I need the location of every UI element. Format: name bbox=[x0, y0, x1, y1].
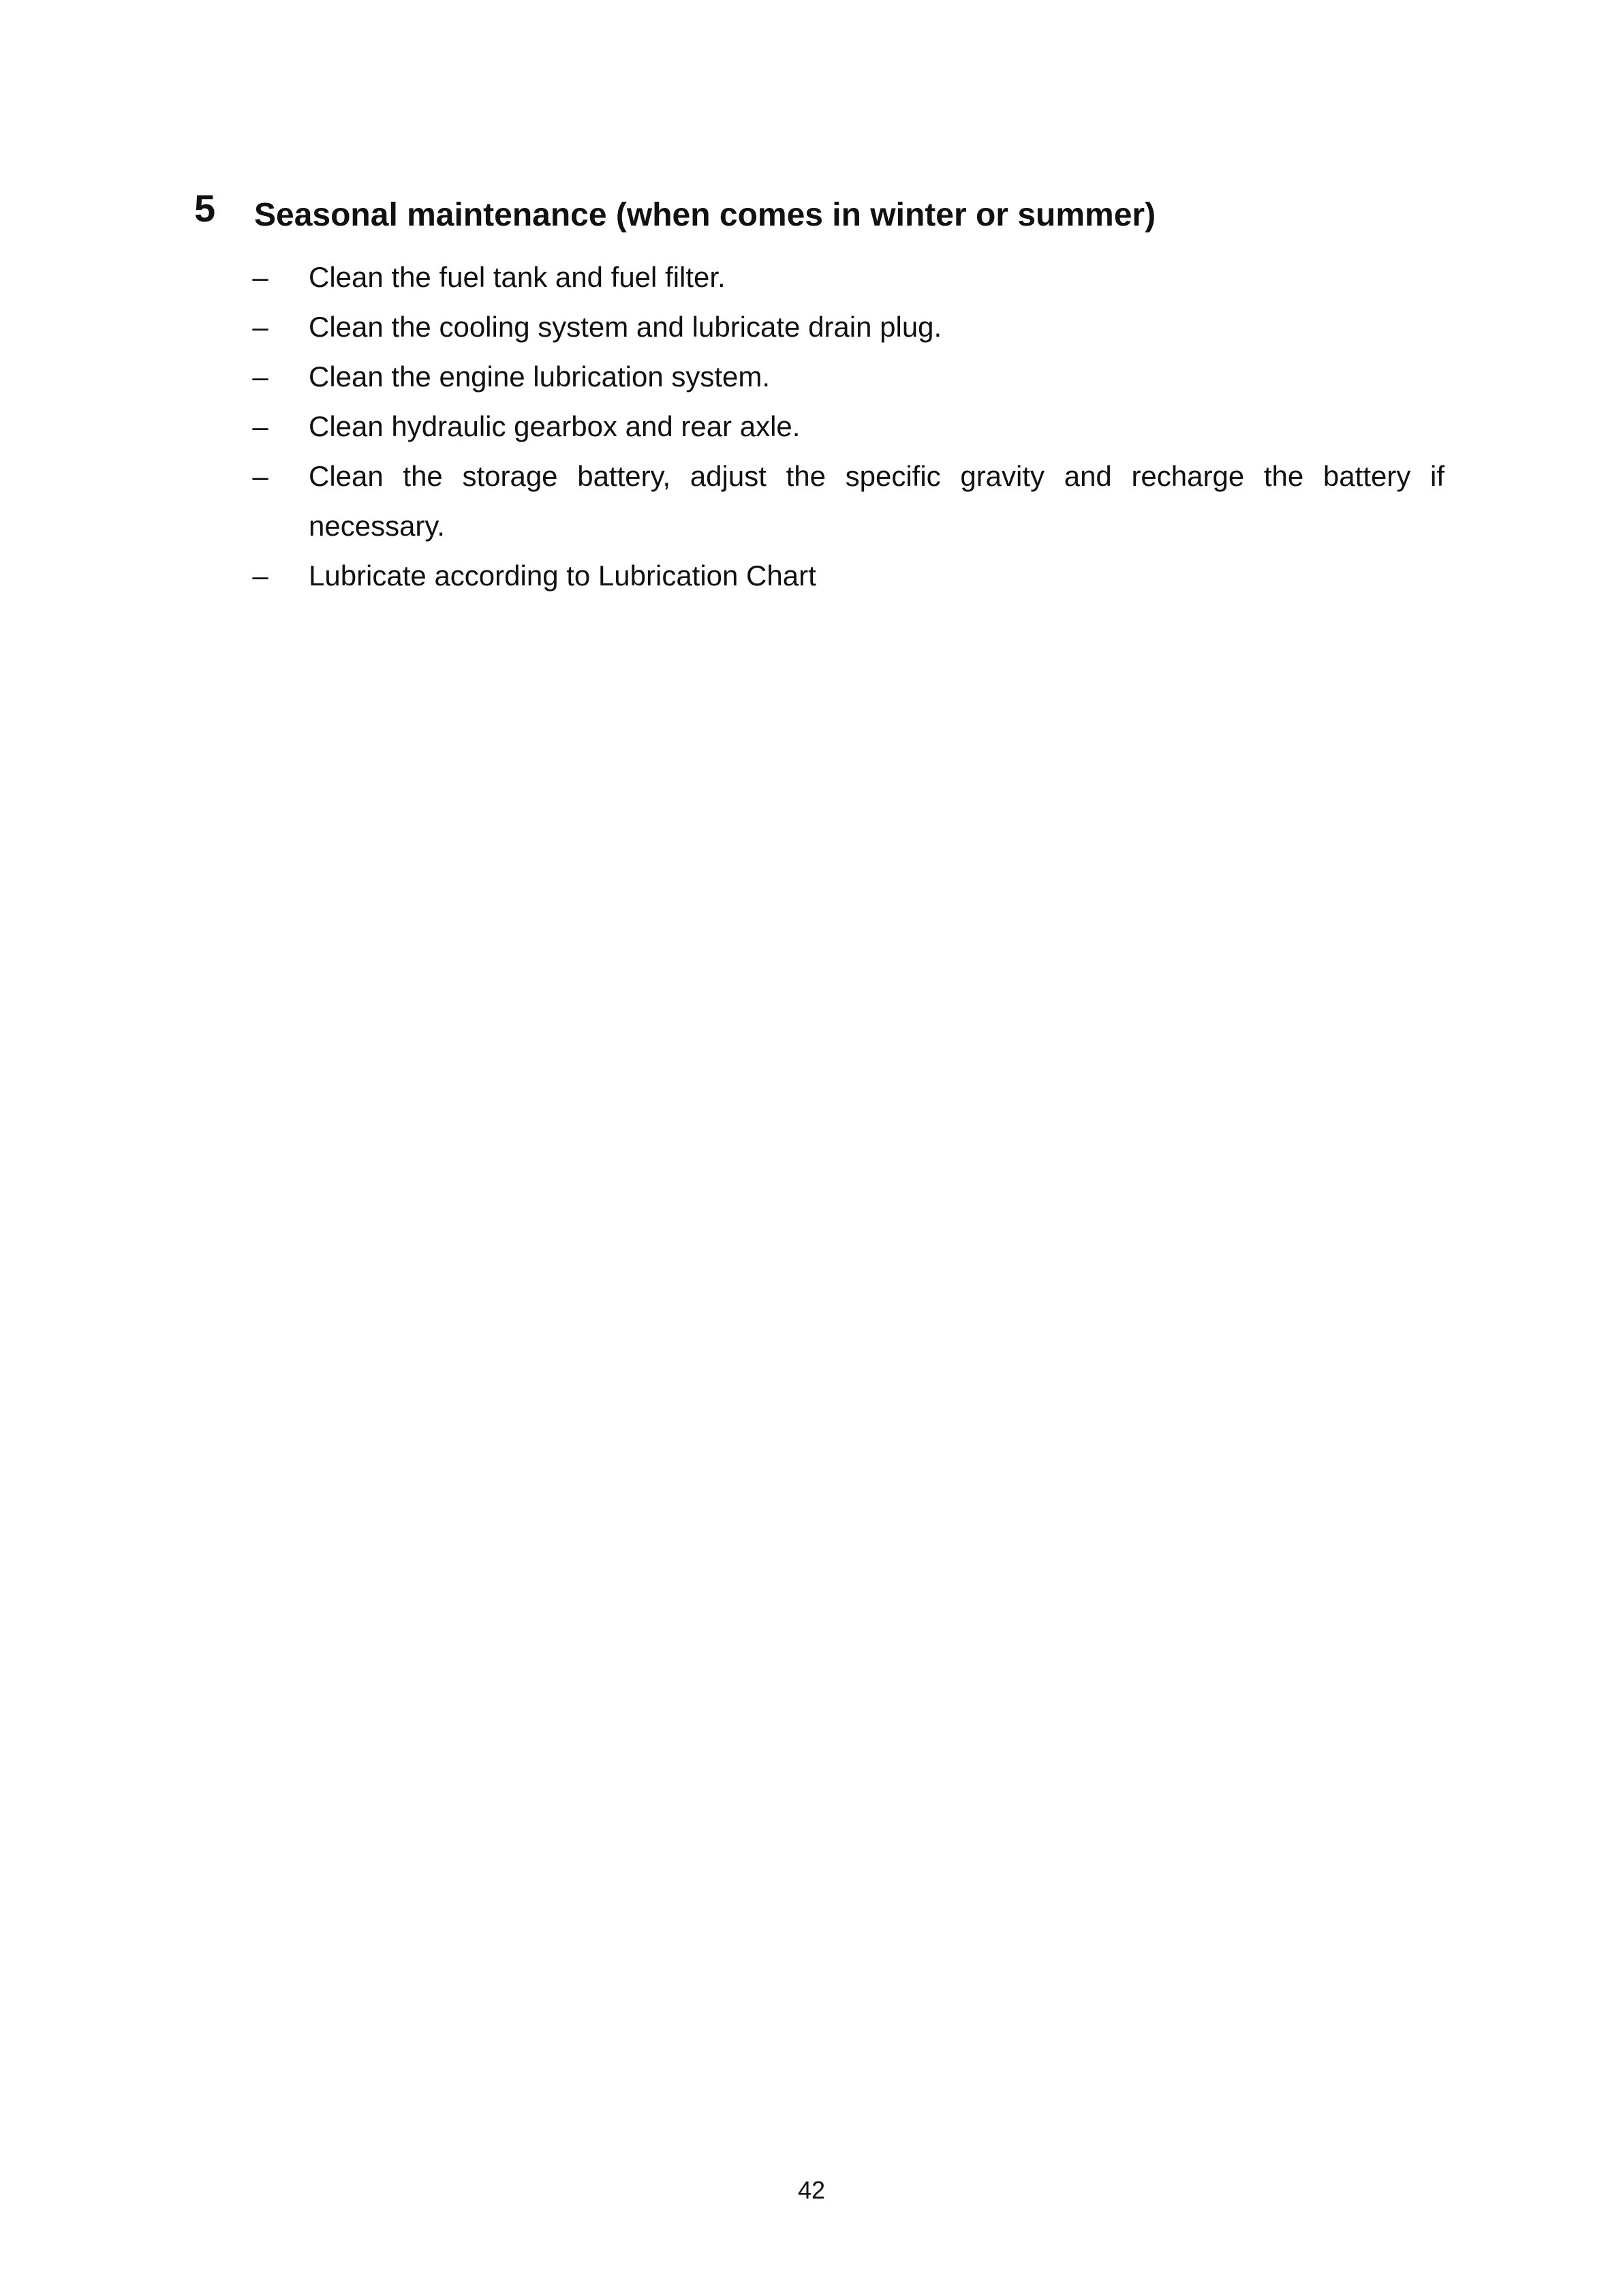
list-item bbox=[194, 401, 1444, 451]
section-heading bbox=[194, 184, 1444, 252]
dash-bullet: – bbox=[252, 261, 268, 293]
page-number: 42 bbox=[797, 2176, 826, 2204]
list-item bbox=[194, 551, 1444, 600]
list-item-text: Clean the cooling system and lubricate drain plug. bbox=[309, 311, 942, 343]
list-item-text: Clean the fuel tank and fuel filter. bbox=[309, 261, 726, 293]
maintenance-list bbox=[194, 252, 1444, 600]
dash-bullet: – bbox=[252, 410, 268, 442]
maintenance-section bbox=[194, 184, 1444, 592]
section-title: Seasonal maintenance (when comes in winter or summer) bbox=[254, 197, 1156, 233]
dash-bullet: – bbox=[252, 311, 268, 343]
list-item-text: Clean hydraulic gearbox and rear axle. bbox=[309, 410, 801, 442]
list-item bbox=[194, 302, 1444, 352]
list-item bbox=[194, 451, 1444, 551]
section-number: 5 bbox=[194, 187, 216, 230]
list-item-text: Clean the storage battery, adjust the specific gravity and recharge the battery if necessary. bbox=[309, 460, 1444, 542]
dash-bullet: – bbox=[252, 560, 268, 592]
list-item bbox=[194, 252, 1444, 302]
list-item-text: Lubricate according to Lubrication Chart bbox=[309, 560, 816, 592]
dash-bullet: – bbox=[252, 460, 268, 492]
list-item-text: Clean the engine lubrication system. bbox=[309, 361, 771, 393]
dash-bullet: – bbox=[252, 361, 268, 393]
list-item bbox=[194, 352, 1444, 401]
